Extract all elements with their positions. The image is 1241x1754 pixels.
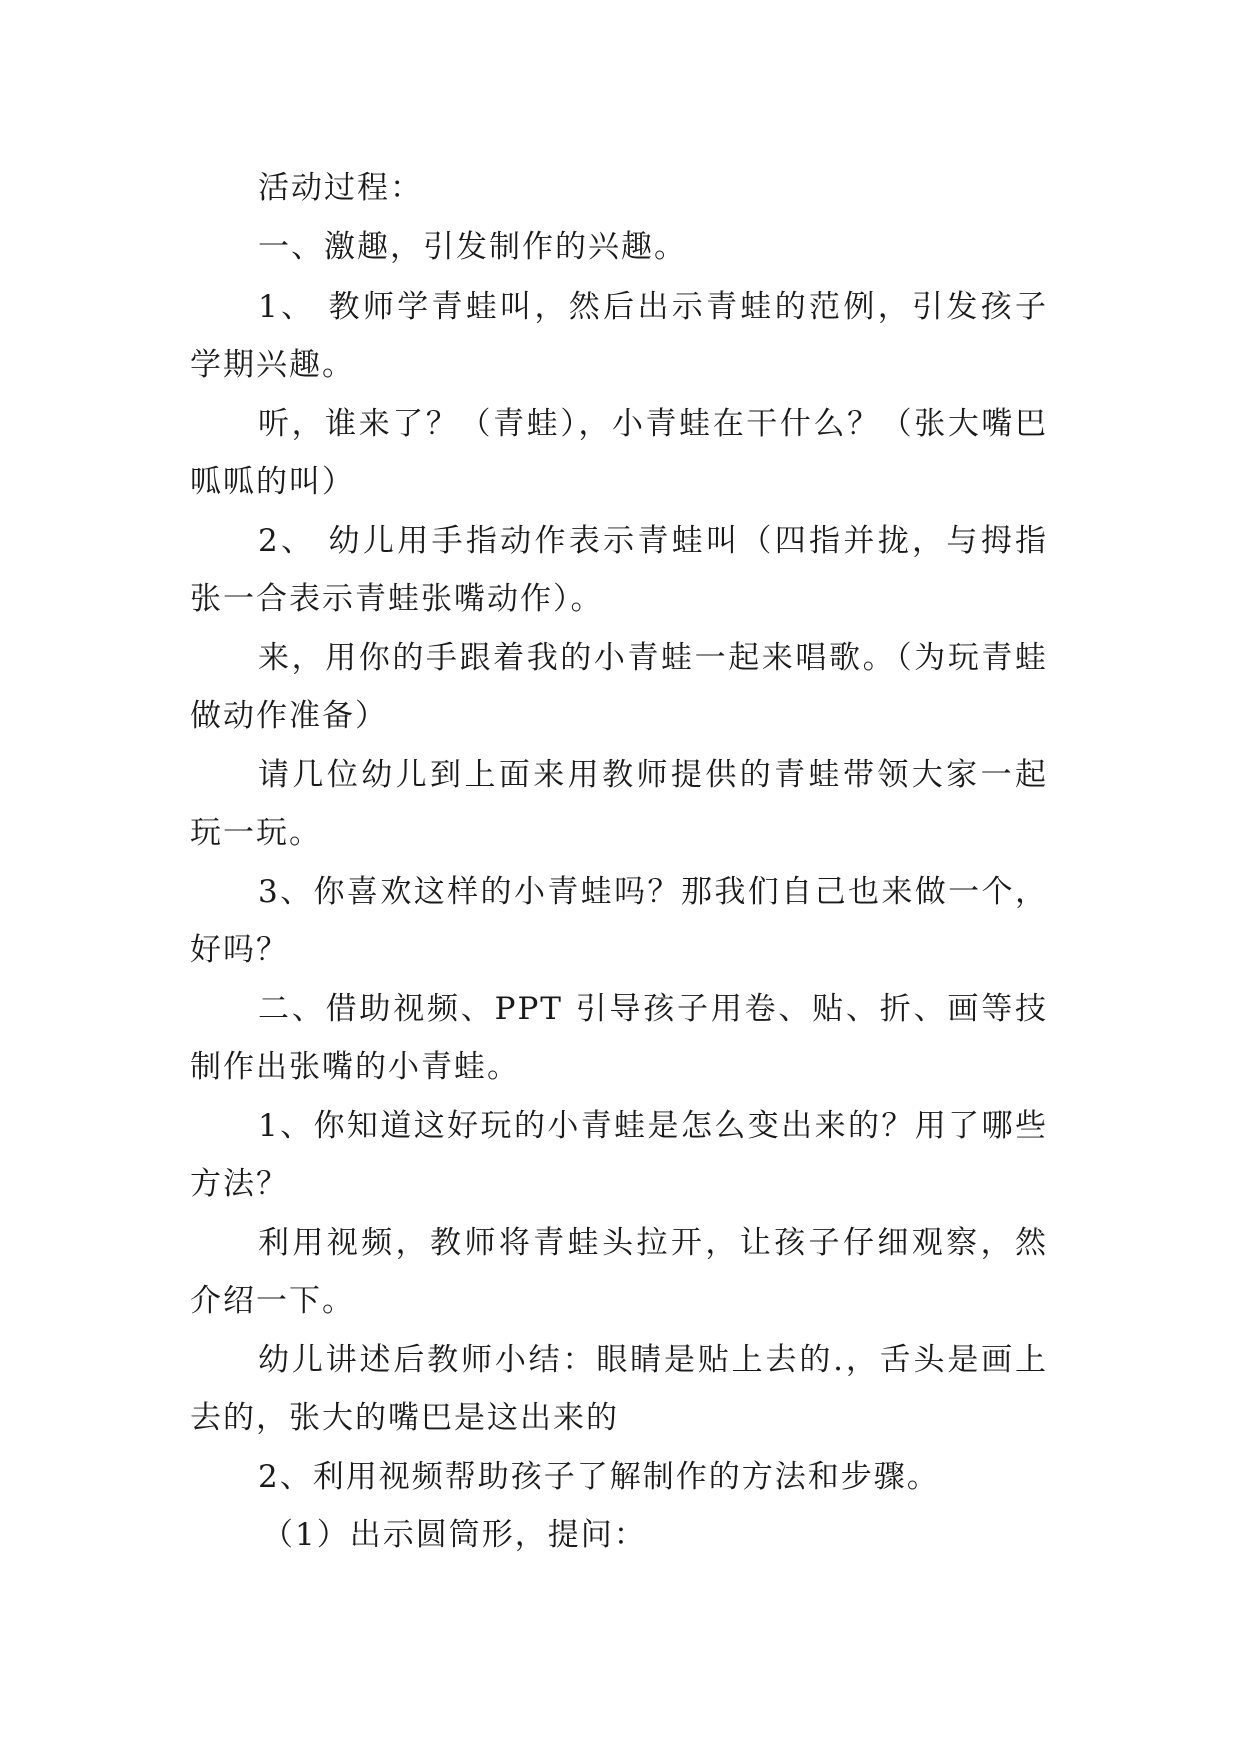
text-line: 学期兴趣。 xyxy=(190,347,355,383)
text-line: 呱呱的叫） xyxy=(190,464,355,500)
text-line: 去的，张大的嘴巴是这出来的 xyxy=(190,1400,619,1436)
text-line: 活动过程： xyxy=(258,170,423,206)
text-line: 3、你喜欢这样的小青蛙吗？那我们自己也来做一个， xyxy=(258,874,1048,910)
text-line: 听，谁来了？（青蛙），小青蛙在干什么？（张大嘴巴 xyxy=(258,406,1048,442)
text-line: 制作出张嘴的小青蛙。 xyxy=(190,1049,520,1085)
text-line: 利用视频，教师将青蛙头拉开，让孩子仔细观察，然 xyxy=(258,1225,1048,1261)
text-line: 幼儿讲述后教师小结：眼睛是贴上去的.，舌头是画上 xyxy=(258,1342,1048,1378)
text-line: 2、 幼儿用手指动作表示青蛙叫（四指并拢，与拇指 xyxy=(258,523,1048,559)
text-line: 做动作准备） xyxy=(190,698,388,734)
text-line: 1、你知道这好玩的小青蛙是怎么变出来的？用了哪些 xyxy=(258,1108,1048,1144)
text-line: （1）出示圆筒形，提问： xyxy=(262,1517,647,1553)
text-line: 介绍一下。 xyxy=(190,1283,355,1319)
text-line: 1、 教师学青蛙叫，然后出示青蛙的范例，引发孩子 xyxy=(258,289,1048,325)
text-line: 一、激趣，引发制作的兴趣。 xyxy=(258,229,687,265)
text-line: 方法？ xyxy=(190,1166,289,1202)
text-line: 张一合表示青蛙张嘴动作）。 xyxy=(190,581,604,617)
text-line: 来，用你的手跟着我的小青蛙一起来唱歌。（为玩青蛙 xyxy=(258,640,1048,676)
text-line: 请几位幼儿到上面来用教师提供的青蛙带领大家一起 xyxy=(258,757,1048,793)
text-line: 2、利用视频帮助孩子了解制作的方法和步骤。 xyxy=(258,1459,940,1495)
text-line: 玩一玩。 xyxy=(190,815,322,851)
text-line: 二、借助视频、PPT 引导孩子用卷、贴、折、画等技 xyxy=(258,991,1048,1027)
text-line: 好吗？ xyxy=(190,932,289,968)
